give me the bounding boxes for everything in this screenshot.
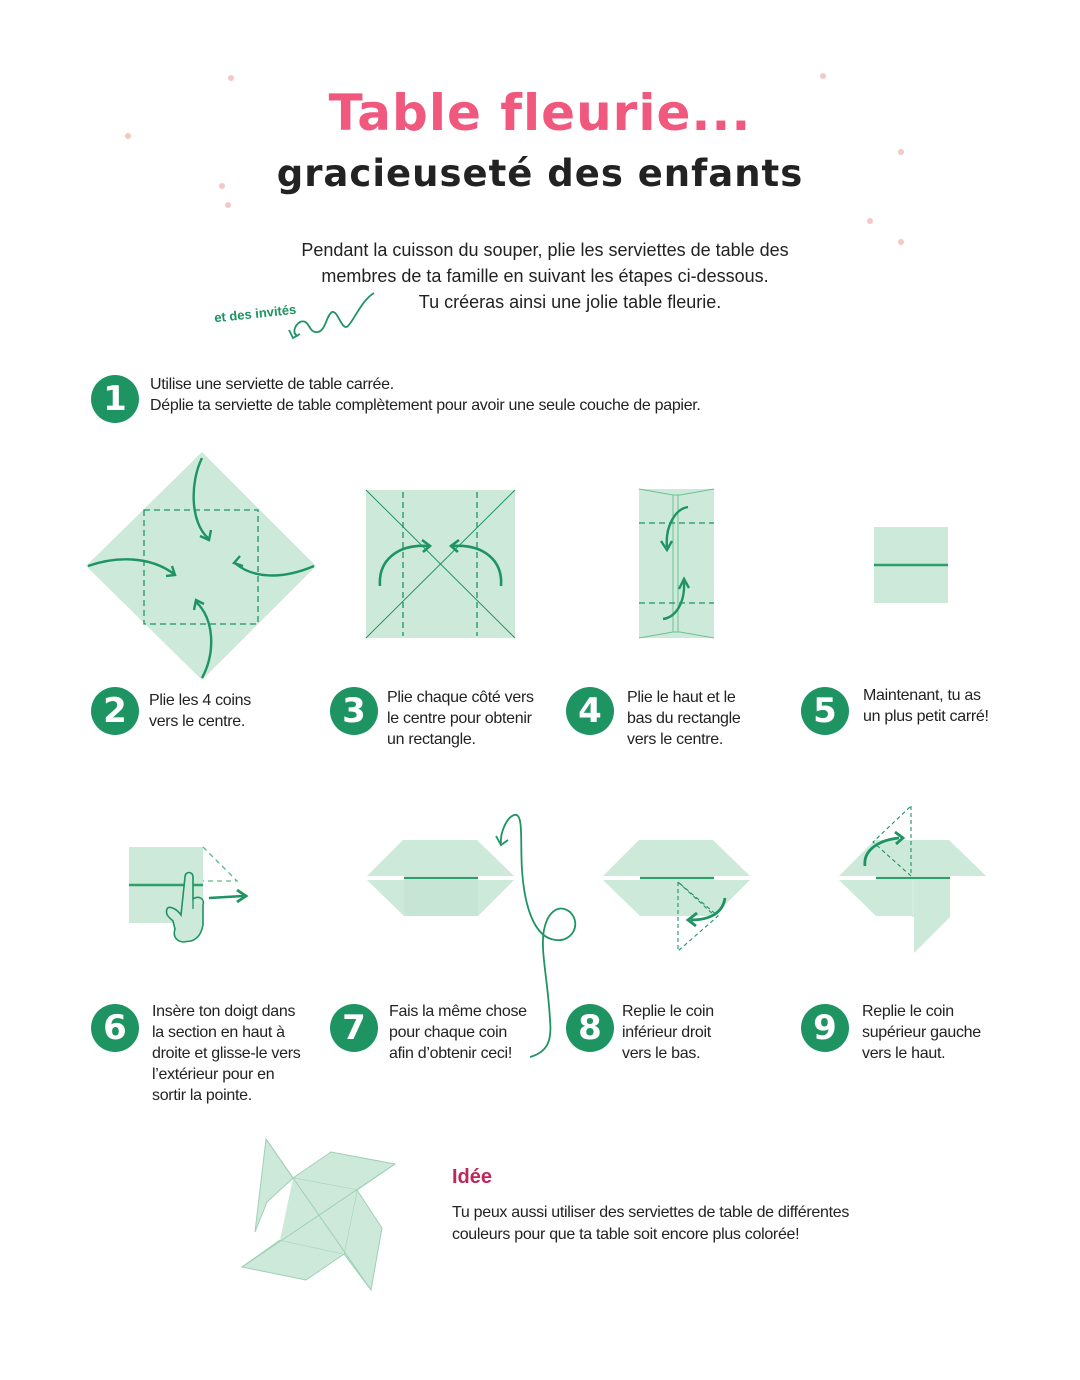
step-6-line: la section en haut à xyxy=(152,1024,285,1041)
step-3-text xyxy=(387,687,534,750)
step-6-text xyxy=(152,1001,300,1106)
step-6-line: l’extérieur pour en xyxy=(152,1066,275,1083)
step-2-diagram xyxy=(86,452,326,692)
step-9-diagram xyxy=(839,804,999,964)
decor-dot xyxy=(225,202,231,208)
step-1-line: Déplie ta serviette de table complètement pour avoir une seule couche de papier. xyxy=(150,397,701,414)
decor-dot xyxy=(228,75,234,81)
step-6-line: droite et glisse-le vers xyxy=(152,1045,301,1062)
decor-dot xyxy=(898,239,904,245)
step-9-text xyxy=(862,1001,981,1064)
step-badge-6: 6 xyxy=(91,1004,139,1052)
idea-line: couleurs pour que ta table soit encore plus colorée! xyxy=(452,1226,800,1243)
step-4-line: Plie le haut et le xyxy=(627,689,736,706)
step-3-line: Plie chaque côté vers xyxy=(387,689,534,706)
step-3-line: un rectangle. xyxy=(387,731,476,748)
step-4-line: bas du rectangle xyxy=(627,710,741,727)
decor-dot xyxy=(867,218,873,224)
step-badge-1: 1 xyxy=(91,375,139,423)
step-2-line: vers le centre. xyxy=(149,713,245,730)
intro-line: membres de ta famille en suivant les étapes ci-dessous. xyxy=(321,266,769,286)
step-badge-3: 3 xyxy=(330,687,378,735)
step-6-line: Insère ton doigt dans xyxy=(152,1003,296,1020)
step-5-diagram xyxy=(874,527,954,607)
step-badge-9: 9 xyxy=(801,1004,849,1052)
step-8-text xyxy=(622,1001,714,1064)
step-2-line: Plie les 4 coins xyxy=(149,692,251,709)
idea-line: Tu peux aussi utiliser des serviettes de table de différentes xyxy=(452,1204,850,1221)
step-4-text xyxy=(627,687,741,750)
idea-text xyxy=(452,1202,882,1246)
step-6-line: sortir la pointe. xyxy=(152,1087,252,1104)
aside-note: et des invités xyxy=(213,301,297,326)
step-3-diagram xyxy=(366,490,526,650)
step-5-text xyxy=(863,685,989,727)
step-7-diagram xyxy=(367,840,527,940)
page-title: Table fleurie... xyxy=(328,84,752,142)
step-9-line: supérieur gauche xyxy=(862,1024,981,1041)
step-7-line: afin d’obtenir ceci! xyxy=(389,1045,512,1062)
step-5-line: un plus petit carré! xyxy=(863,708,989,725)
step-2-text xyxy=(149,690,251,732)
step-9-line: Replie le coin xyxy=(862,1003,954,1020)
step-4-diagram xyxy=(639,489,719,639)
step-badge-5: 5 xyxy=(801,687,849,735)
step-7-line: pour chaque coin xyxy=(389,1024,507,1041)
step-7-line: Fais la même chose xyxy=(389,1003,527,1020)
step-8-line: vers le bas. xyxy=(622,1045,701,1062)
step-1-line: Utilise une serviette de table carrée. xyxy=(150,376,394,393)
step-8-line: inférieur droit xyxy=(622,1024,711,1041)
step-6-diagram xyxy=(129,847,269,957)
step-badge-7: 7 xyxy=(330,1004,378,1052)
idea-title: Idée xyxy=(452,1166,493,1188)
step-badge-2: 2 xyxy=(91,687,139,735)
step-badge-8: 8 xyxy=(566,1004,614,1052)
step-badge-4: 4 xyxy=(566,687,614,735)
step-9-line: vers le haut. xyxy=(862,1045,946,1062)
step-1-text xyxy=(150,374,701,416)
step-4-line: vers le centre. xyxy=(627,731,723,748)
page-subtitle: gracieuseté des enfants xyxy=(276,152,804,195)
intro-line: Pendant la cuisson du souper, plie les serviettes de table des xyxy=(301,240,789,260)
step-8-line: Replie le coin xyxy=(622,1003,714,1020)
step-7-text xyxy=(389,1001,527,1064)
step-5-line: Maintenant, tu as xyxy=(863,687,981,704)
decor-dot xyxy=(820,73,826,79)
step-3-line: le centre pour obtenir xyxy=(387,710,532,727)
pinwheel-illustration xyxy=(230,1130,400,1300)
intro-paragraph xyxy=(230,237,860,315)
step-8-diagram xyxy=(603,840,763,960)
intro-line: Tu créeras ainsi une jolie table fleurie. xyxy=(418,292,722,312)
